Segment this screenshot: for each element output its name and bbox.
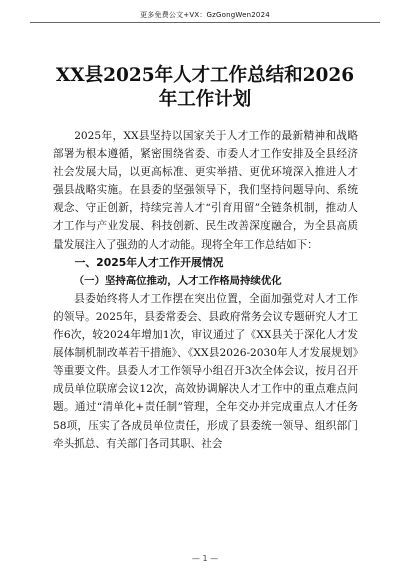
page-number: — 1 — <box>191 554 219 563</box>
document-title: XX县2025年人才工作总结和2026年工作计划 <box>55 65 355 110</box>
intro-paragraph: 2025年，XX县坚持以国家关于人才工作的最新精神和战略部署为根本遵循，紧密围绕省委、市委人才工作安排及全县经济社会发展大局，以更高标准、更实举措、更优环境深入推进人才强县战略实施。在县委的坚强领导下，我们坚持问题导向、系统观念、守正创新，持续完善人才“引育用留”全链条机制，推动人才工作与产业发展、科技创新、民生改善深度融合，为全县高质量发展注入了强劲的人才动能。现将全年工作总结如下： <box>53 130 358 251</box>
header-note: 更多免费公文+VX：GzGongWen2024 <box>140 11 270 19</box>
section-heading: 一、2025年人才工作开展情况 <box>74 255 224 269</box>
subsection-heading: （一）坚持高位推动，人才工作格局持续优化 <box>73 274 282 287</box>
header-divider <box>30 22 380 23</box>
body-paragraph: 县委始终将人才工作摆在突出位置，全面加强党对人才工作的领导。2025年，县委常委会、县政府常务会议专题研究人才工作6次，较2024年增加1次，审议通过了《XX县关于深化人才发展体制机制改革若干措施》、《XX县2026-2030年人才发展规划》等重要文件。县委人才工作领导小组召开3次全体会议，按月召开成员单位联席会议12次，高效协调解决人才工作中的重点难点问题。通过“清单化+责任制”管理，全年交办并完成重点人才任务58项，压实了各成员单位责任，形成了县委统一领导、组织部门牵头抓总、有关部门各司其职、社会 <box>53 292 358 450</box>
document-body <box>53 127 358 453</box>
